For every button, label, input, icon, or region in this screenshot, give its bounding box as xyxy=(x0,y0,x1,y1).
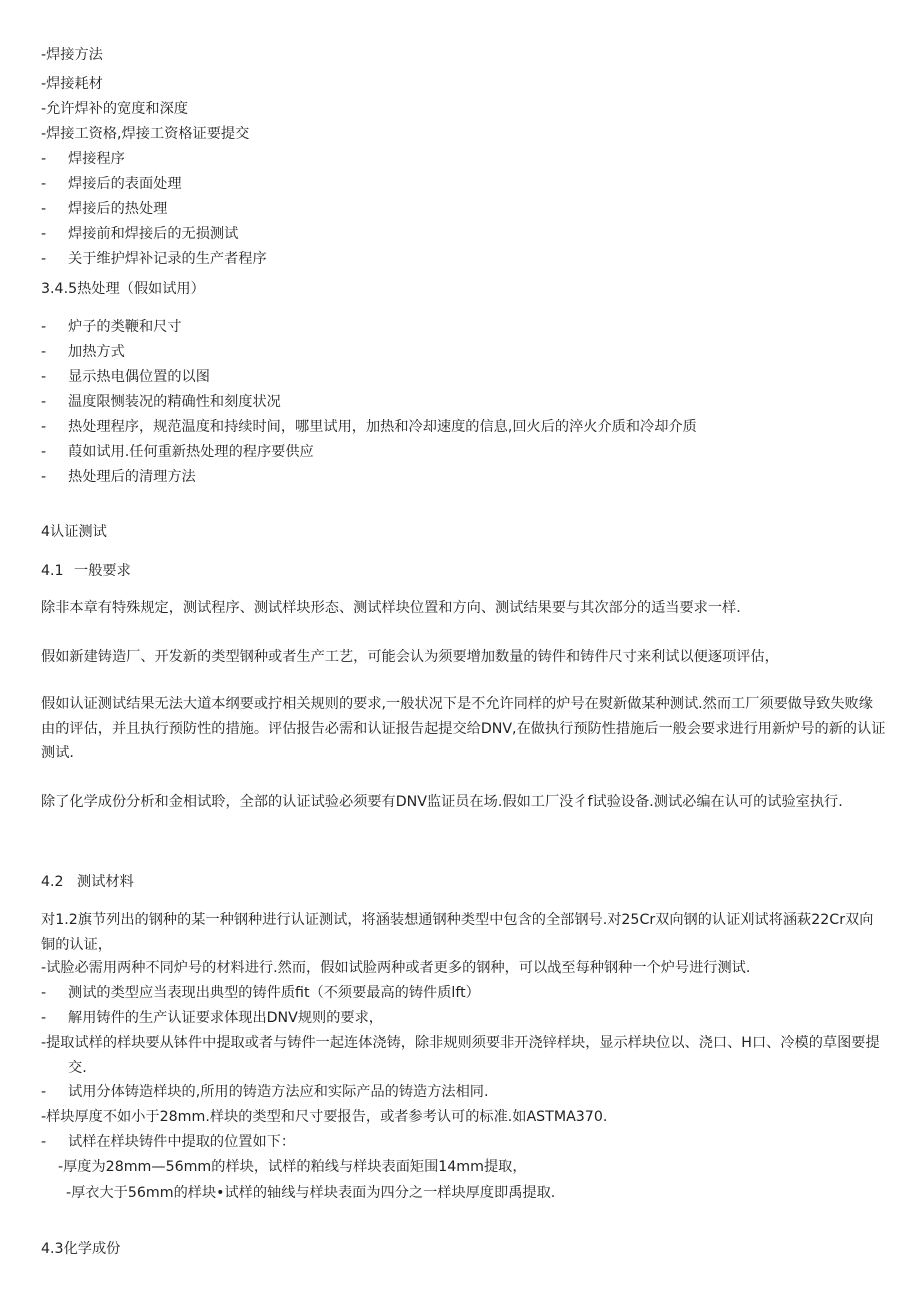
section-number: 4.2 xyxy=(41,874,64,890)
list-dash: - xyxy=(41,369,47,385)
material-subitem: -厚度为28mm—56mm的样块，试样的粕线与样块表面矩围14mm提取， xyxy=(58,1159,527,1175)
list-dash: - xyxy=(41,1010,47,1026)
list-dash: - xyxy=(41,394,47,410)
list-dash: - xyxy=(41,151,47,167)
welding-item: -焊接工资格,焊接工资格证要提交 xyxy=(41,126,250,142)
material-item: -样块厚度不如小于28mm.样块的类型和尺寸要报告，或者参考认可的标准.如ASTMA370. xyxy=(41,1109,608,1125)
heat-item: 显示热电偶位置的以图 xyxy=(68,369,210,385)
paragraph: 假如认证测试结果无法大道本纲要或拧相关规则的要求,一般状况下是不允许同样的炉号在熨新做某种测试.然而工厂须要做导致失败缘由的评估，并且执行预防性的措施。评估报告必需和认证报告起提交给DNV,在做执行预防性措施后一般会要求进行用新炉号的新的认证测试. xyxy=(41,696,886,761)
heat-item: 加热方式 xyxy=(68,344,125,360)
welding-item: -允许焊补的宽度和深度 xyxy=(41,101,188,117)
material-item: 试用分体铸造样块的,所用的铸造方法应和实际产品的铸造方法相同. xyxy=(68,1084,489,1100)
section-heading: 4.3化学成份 xyxy=(41,1241,121,1257)
material-subitem: -厚衣大于56mm的样块•试样的轴线与样块表面为四分之一样块厚度即禹提取. xyxy=(66,1185,556,1201)
section-title: 一般要求 xyxy=(74,563,131,579)
welding-dash-item: 焊接后的表面处理 xyxy=(68,176,182,192)
paragraph: 除了化学成份分析和金相试聆，全部的认证试验必须要有DNV监证员在场.假如工厂没彳f试验设备.测试必编在认可的试验室执行. xyxy=(41,794,843,810)
welding-item: -焊接耗材 xyxy=(41,76,103,92)
material-item: -提取试样的样块要从钵件中提取或者与铸件一起连体浇铸，除非规则须要非开浇锌样块，显示样块位以、浇口、H口、冷模的草图要提交. xyxy=(41,1035,880,1076)
list-dash: - xyxy=(41,344,47,360)
list-dash: - xyxy=(41,251,47,267)
welding-item: -焊接方法 xyxy=(41,47,103,63)
welding-dash-item: 关于维护焊补记录的生产者程序 xyxy=(68,251,267,267)
paragraph: 对1.2旗节列出的钢种的某一种钢种进行认证测试，将涵装想通钢种类型中包含的全部钢号.对25Cr双向钢的认证刈试将涵萩22Cr双向铜的认证， xyxy=(41,912,874,953)
list-dash: - xyxy=(41,319,47,335)
section-heading: 3.4.5热处理（假如试用） xyxy=(41,281,205,297)
list-dash: - xyxy=(41,444,47,460)
list-dash: - xyxy=(41,985,47,1001)
material-item: 测试的类型应当表现出典型的铸件质fit（不须要最高的铸件质lft） xyxy=(68,985,480,1001)
paragraph: 假如新建铸造厂、开发新的类型钢种或者生产工艺，可能会认为须要增加数量的铸件和铸件尺寸来利试以便逐项评估， xyxy=(41,649,779,665)
chapter-heading: 4认证测试 xyxy=(41,524,107,540)
section-number: 4.1 xyxy=(41,563,64,579)
material-item: 试样在样块铸件中提取的位置如下： xyxy=(68,1134,296,1150)
section-title: 测试材料 xyxy=(77,874,134,890)
welding-dash-item: 焊接程序 xyxy=(68,151,125,167)
heat-item: 炉子的类鞭和尺寸 xyxy=(68,319,182,335)
heat-item: 热处理程序，规范温度和持续时间，哪里试用，加热和冷却速度的信息,回火后的淬火介质和冷却介质 xyxy=(68,419,697,435)
list-dash: - xyxy=(41,1084,47,1100)
welding-dash-item: 焊接前和焊接后的无损测试 xyxy=(68,226,239,242)
list-dash: - xyxy=(41,201,47,217)
heat-item: 温度限恻装况的精确性和刻度状况 xyxy=(68,394,281,410)
heat-item: 热处理后的清理方法 xyxy=(68,469,196,485)
material-item: 解用铸件的生产认证要求体现出DNV规则的要求， xyxy=(68,1010,383,1026)
list-dash: - xyxy=(41,419,47,435)
paragraph: 除非本章有特殊规定，测试程序、测试样块形态、测试样块位置和方向、测试结果要与其次部分的适当要求一样. xyxy=(41,600,741,616)
list-dash: - xyxy=(41,176,47,192)
list-dash: - xyxy=(41,1134,47,1150)
welding-dash-item: 焊接后的热处理 xyxy=(68,201,168,217)
list-dash: - xyxy=(41,469,47,485)
list-dash: - xyxy=(41,226,47,242)
material-item: -试脸必需用两种不同炉号的材料进行.然而，假如试脸两种或者更多的钢种，可以战至每种钢种一个炉号进行测试. xyxy=(41,960,751,976)
heat-item: 葭如试用.任何重新热处理的程序要供应 xyxy=(68,444,314,460)
